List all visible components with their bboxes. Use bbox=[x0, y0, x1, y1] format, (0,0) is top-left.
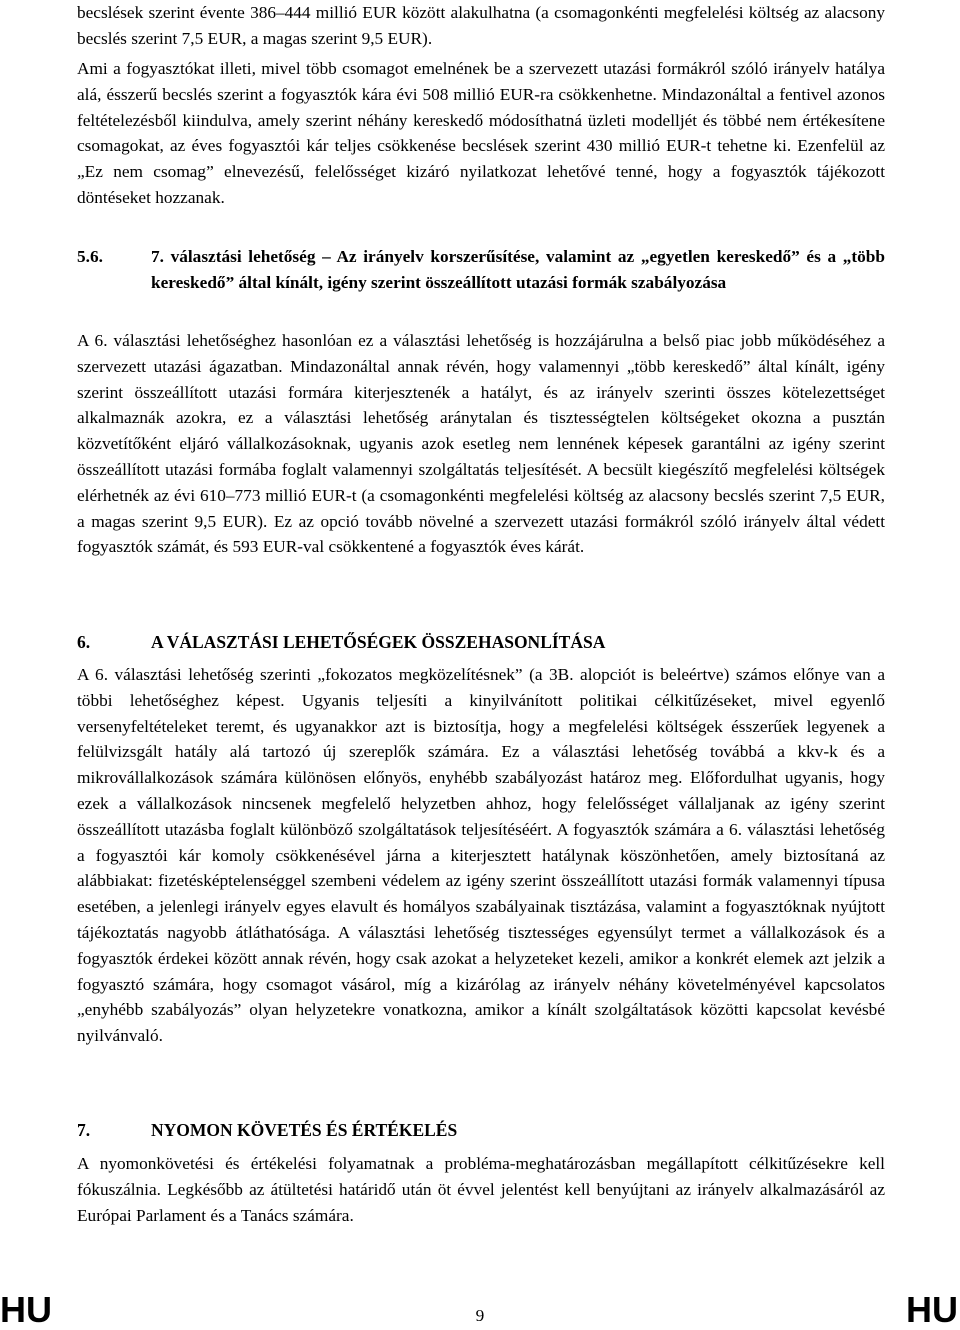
paragraph-option-7: A 6. választási lehetőséghez hasonlóan ez a választási lehetőség is hozzájárulna a belső piac jobb működéséhez a szervezett utazási ágazatban. Mindazonáltal annak révén, hogy valamennyi „több kereskedő” által kínált, igény szerint összeállított utazási formára kiterjesztenék a hatályt, és az irányelv szerinti összes kötelezettséget alkalmaznák azokra, ez a választási lehetőség aránytalan és tisztességtelen költségeket okozna a pusztán közvetítőként eljáró vállalkozásoknak, ugyanis azok esetleg nem lennének képesek garantálni az igény szerint összeállított utazási formába foglalt valamennyi szolgáltatás teljesítését. A becsült kiegészítő megfelelési költségek elérhetnék az évi 610–773 millió EUR-t (a csomagonkénti megfelelési költség az alacsony becslés szerint 7,5 EUR, a magas szerint 9,5 EUR). Ez az opció tovább növelné a szervezett utazási formákról szóló irányelv által védett fogyasztók számát, és 593 EUR-val csökkentené a fogyasztók éves kárát. bbox=[77, 331, 885, 557]
section-heading-7 bbox=[77, 1117, 457, 1143]
footer-language-right: HU bbox=[906, 1289, 958, 1330]
section-title: NYOMON KÖVETÉS ÉS ÉRTÉKELÉS bbox=[151, 1120, 458, 1140]
section-number: 7. bbox=[77, 1120, 91, 1140]
page-number: 9 bbox=[475, 1306, 485, 1325]
subsection-title: 7. választási lehetőség – Az irányelv korszerűsítése, valamint az „egyetlen kereskedő” és a „több kereskedő” által kínált, igény szerint összeállított utazási formák szabályozása bbox=[151, 247, 885, 292]
paragraph-monitoring: A nyomonkövetési és értékelési folyamatnak a probléma-meghatározásban megállapított célkitűzésekre kell fókuszálnia. Legkésőbb az átültetési határidő után öt évvel jelentést kell benyújtani az irányelv alkalmazásáról az Európai Parlament és a Tanács számára. bbox=[77, 1154, 885, 1225]
subsection-heading-5-6 bbox=[77, 244, 885, 296]
paragraph-continuation: becslések szerint évente 386–444 millió EUR között alakulhatna (a csomagonkénti megfelelési költség az alacsony becslés szerint 7,5 EUR, a magas szerint 9,5 EUR). bbox=[77, 3, 885, 48]
paragraph-comparison: A 6. választási lehetőség szerinti „fokozatos megközelítésnek” (a 3B. alopciót is beleértve) számos előnye van a többi lehetőséghez képest. Ugyanis teljesíti a kinyilvánított politikai célkitűzéseket, mivel egyenlő versenyfeltételeket teremt, és ugyanakkor azt is biztosítja, hogy a megfelelési költségek ésszerűek legyenek a felülvizsgált hatály alá tartozó új szereplők számára. Ez a választási lehetőség továbbá a kkv-k és a mikrovállalkozások számára különösen előnyös, enyhébb szabályozást határoz meg. Előfordulhat ugyanis, hogy ezek a vállalkozások nincsenek megfelelő helyzetben ahhoz, hogy felelősséget vállaljanak az igény szerint összeállított utazásba foglalt különböző szolgáltatások teljesítéséért. A fogyasztók számára a 6. választási lehetőség a fogyasztói kár komoly csökkenésével járna a kiterjesztett hatálynak köszönhetően, amely biztosítaná az alábbiakat: fizetésképtelenséggel szembeni védelem az igény szerint összeállított utazási formák valamennyi típusa esetében, a jelenlegi irányelv egyes elavult és homályos szabályainak tisztázása, valamint a fogyasztóknak nyújtott tájékoztatás nagyobb átláthatósága. A választási lehetőség tisztességes egyensúlyt termet a vállalkozások és a fogyasztók érdekei között annak révén, hogy csak azokat a helyzeteket kezeli, amikor a konkrét elemek azt jelzik a fogyasztó számára, hogy csomagot vásárol, míg a kizárólag az irányelv néhány követelményével kapcsolatos „enyhébb szabályozás” olyan helyzetekre vonatkozna, amikor a kínált szolgáltatások közötti kapcsolat kevésbé nyilvánvaló. bbox=[77, 665, 885, 1046]
section-heading-6 bbox=[77, 629, 605, 655]
paragraph-consumers: Ami a fogyasztókat illeti, mivel több csomagot emelnének be a szervezett utazási formákról szóló irányelv hatálya alá, ésszerű becslés szerint a fogyasztók kára évi 508 millió EUR-ra csökkenhetne. Mindazonáltal a fentivel azonos feltételezésből kiindulva, amely szerint néhány kereskedő módosíthatná üzleti modelljét és többé nem értékesítene csomagokat, az éves fogyasztói kár teljes csökkenése becslések szerint 430 millió EUR-t tehetne ki. Ezenfelül az „Ez nem csomag” elnevezésű, felelősséget kizáró nyilatkozat lehetővé tenné, hogy a fogyasztók tájékozott döntéseket hozzanak. bbox=[77, 59, 885, 207]
section-number: 6. bbox=[77, 632, 91, 652]
footer-language-left: HU bbox=[0, 1289, 52, 1330]
subsection-number: 5.6. bbox=[77, 247, 103, 266]
section-title: A VÁLASZTÁSI LEHETŐSÉGEK ÖSSZEHASONLÍTÁSA bbox=[151, 632, 606, 652]
